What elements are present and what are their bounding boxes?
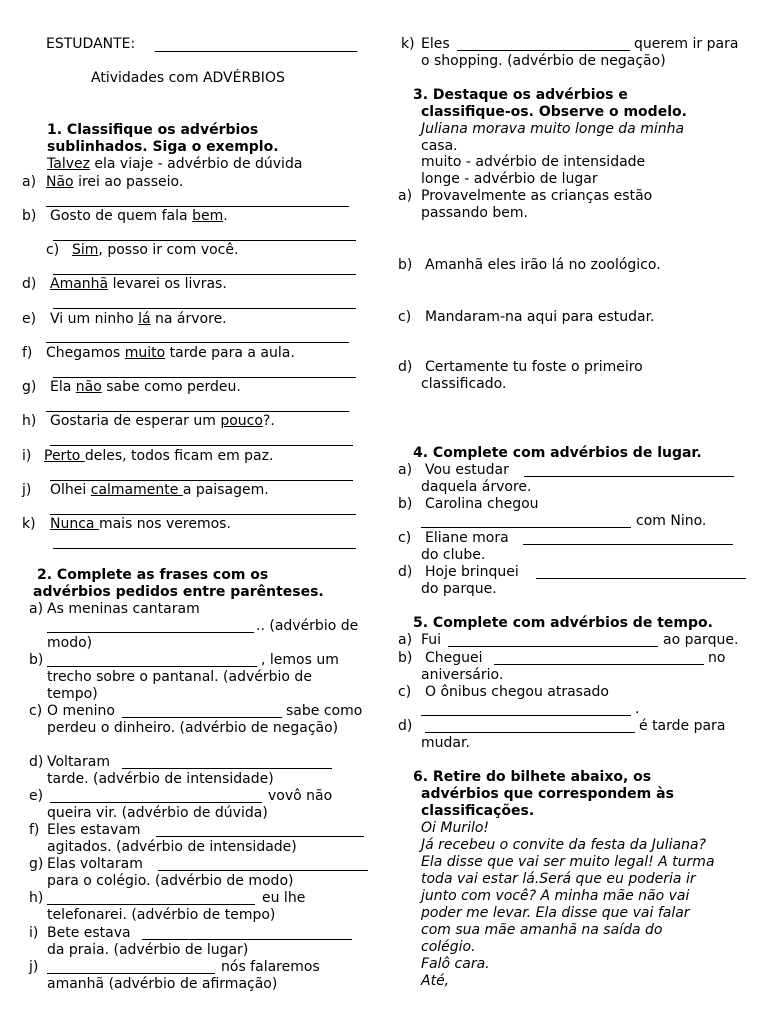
q1-title-line2: sublinhados. Siga o exemplo. (47, 139, 279, 155)
bilhete-line: Oi Murilo! (421, 820, 490, 836)
q3-c-text: Mandaram-na aqui para estudar. (425, 309, 655, 325)
q2-h-label: h) (29, 890, 44, 906)
q1-item-j-text: Olhei calmamente a paisagem. (50, 482, 269, 498)
q5-c-label: c) (398, 684, 412, 700)
q2-c-label: c) (29, 703, 43, 719)
answer-line[interactable] (53, 308, 356, 309)
answer-line[interactable] (47, 973, 215, 974)
q5-b-line2: aniversário. (421, 667, 504, 683)
q2-j-label: j) (29, 959, 39, 975)
q2-title-line2: advérbios pedidos entre parênteses. (33, 584, 324, 600)
q3-d-text: Certamente tu foste o primeiro (425, 359, 643, 375)
bilhete-line: Até, (421, 973, 450, 989)
q5-c-tail: . (635, 701, 640, 717)
q2-j-line2: amanhã (advérbio de afirmação) (47, 976, 278, 992)
q2-d-label: d) (29, 754, 44, 770)
answer-line[interactable] (425, 732, 635, 733)
list-item: d) (22, 276, 37, 292)
q2-a-line2: modo) (47, 635, 93, 651)
q3-title-line2: classifique-os. Observe o modelo. (421, 104, 687, 120)
q4-title: 4. Complete com advérbios de lugar. (413, 445, 702, 461)
q2-title-line1: 2. Complete as frases com os (37, 567, 269, 583)
q2-h-tail: eu lhe (262, 890, 306, 906)
q1-example-text: ela viaje - advérbio de dúvida (89, 156, 303, 172)
q5-c-text: O ônibus chegou atrasado (425, 684, 609, 700)
q4-b-tail: com Nino. (636, 513, 707, 529)
q3-title-line1: 3. Destaque os advérbios e (413, 87, 628, 103)
answer-line[interactable] (156, 836, 364, 837)
q1-item-d-text: Amanhã levarei os livras. (50, 276, 227, 292)
q3-a-line2: passando bem. (421, 205, 528, 221)
q2-e-line2: queira vir. (advérbio de dúvida) (47, 805, 268, 821)
list-item: h) (22, 413, 37, 429)
q6-title-line3: classificações. (421, 803, 535, 819)
q1-title-line1: 1. Classifique os advérbios (47, 122, 259, 138)
q2-a-label: a) (29, 601, 44, 617)
q3-d-line2: classificado. (421, 376, 507, 392)
q2-f-text: Eles estavam (47, 822, 141, 838)
q2-b-label: b) (29, 652, 44, 668)
q4-d-text: Hoje brinquei (425, 564, 519, 580)
answer-line[interactable] (46, 342, 349, 343)
q4-a-label: a) (398, 462, 413, 478)
q1-item-b-text: Gosto de quem fala bem. (50, 208, 228, 224)
list-item: g) (22, 379, 37, 395)
q3-model-line4: longe - advérbio de lugar (421, 171, 598, 187)
q4-b-label: b) (398, 496, 413, 512)
q3-a-text: Provavelmente as crianças estão (421, 188, 653, 204)
q2-e-tail: vovô não (268, 788, 333, 804)
answer-line[interactable] (50, 480, 353, 481)
q2-g-line2: para o colégio. (advérbio de modo) (47, 873, 294, 889)
answer-line[interactable] (457, 50, 630, 51)
list-item: j) (22, 482, 32, 498)
q2-c-tail: sabe como (286, 703, 363, 719)
q1-example-word: Talvez (47, 156, 90, 172)
q2-f-label: f) (29, 822, 40, 838)
q4-b-text: Carolina chegou (425, 496, 539, 512)
answer-line[interactable] (142, 939, 352, 940)
list-item: a) (22, 174, 37, 190)
q2-g-label: g) (29, 856, 44, 872)
q1-item-h-text: Gostaria de esperar um pouco?. (50, 413, 275, 429)
list-item: c) (46, 242, 60, 258)
q5-a-label: a) (398, 632, 413, 648)
q2-a-text: As meninas cantaram (47, 601, 200, 617)
q4-d-label: d) (398, 564, 413, 580)
answer-line[interactable] (524, 476, 734, 477)
answer-line[interactable] (50, 445, 353, 446)
q2-h-line2: telefonarei. (advérbio de tempo) (47, 907, 276, 923)
q4-c-line2: do clube. (421, 547, 486, 563)
answer-line[interactable] (47, 666, 257, 667)
q5-b-tail: no (708, 650, 726, 666)
q4-d-line2: do parque. (421, 581, 497, 597)
q5-d-label: d) (398, 718, 413, 734)
list-item: e) (22, 311, 37, 327)
q2-k-line2: o shopping. (advérbio de negação) (421, 53, 666, 69)
q1-item-e-text: Vi um ninho lá na árvore. (50, 311, 227, 327)
q5-a-tail: ao parque. (663, 632, 739, 648)
page-title: Atividades com ADVÉRBIOS (91, 70, 285, 86)
q3-model-line3: muito - advérbio de intensidade (421, 154, 646, 170)
q1-item-g-text: Ela não sabe como perdeu. (50, 379, 241, 395)
q2-b-line2: trecho sobre o pantanal. (advérbio de (47, 669, 312, 685)
q1-item-c-text: Sim, posso ir com você. (72, 242, 239, 258)
answer-line[interactable] (158, 870, 368, 871)
q2-k-tail: querem ir para (634, 36, 739, 52)
answer-line[interactable] (53, 240, 356, 241)
answer-line[interactable] (536, 578, 746, 579)
bilhete-line: poder me levar. Ela disse que vai falar (421, 905, 690, 921)
q5-b-text: Cheguei (425, 650, 483, 666)
answer-line[interactable] (47, 632, 254, 633)
q3-model-line1: Juliana morava muito longe da minha (421, 121, 685, 137)
answer-line[interactable] (53, 274, 356, 275)
answer-line[interactable] (122, 768, 332, 769)
bilhete-line: Já recebeu o convite da festa da Juliana? (421, 837, 706, 853)
q2-i-line2: da praia. (advérbio de lugar) (47, 942, 249, 958)
answer-line[interactable] (122, 717, 282, 718)
answer-line[interactable] (53, 548, 356, 549)
q1-item-i-text: Perto deles, todos ficam em paz. (44, 448, 274, 464)
q5-d-line2: mudar. (421, 735, 470, 751)
q2-c-text: O menino (47, 703, 115, 719)
q2-f-line2: agitados. (advérbio de intensidade) (47, 839, 297, 855)
bilhete-line: com sua mãe amanhã na saída do (421, 922, 663, 938)
answer-line[interactable] (46, 206, 349, 207)
q3-d-label: d) (398, 359, 413, 375)
answer-line[interactable] (47, 904, 255, 905)
q2-b-line3: tempo) (47, 686, 98, 702)
q2-a-tail: .. (advérbio de (256, 618, 359, 634)
bilhete-line: Falô cara. (421, 956, 490, 972)
q3-c-label: c) (398, 309, 412, 325)
q6-title-line2: advérbios que correspondem às (421, 786, 674, 802)
answer-line[interactable] (494, 664, 704, 665)
estudante-field[interactable] (155, 51, 357, 52)
q2-k-label: k) (401, 36, 415, 52)
q4-a-line2: daquela árvore. (421, 479, 532, 495)
q5-title: 5. Complete com advérbios de tempo. (413, 615, 713, 631)
answer-line[interactable] (421, 715, 631, 716)
q2-i-label: i) (29, 925, 39, 941)
q1-item-f-text: Chegamos muito tarde para a aula. (46, 345, 295, 361)
list-item: k) (22, 516, 36, 532)
answer-line[interactable] (46, 411, 349, 412)
list-item: f) (22, 345, 33, 361)
q3-b-label: b) (398, 257, 413, 273)
q1-item-k-text: Nunca mais nos veremos. (50, 516, 231, 532)
bilhete-line: junto com você? A minha mãe não vai (421, 888, 690, 904)
bilhete-line: colégio. (421, 939, 476, 955)
q2-k-text: Eles (421, 36, 450, 52)
q4-a-text: Vou estudar (425, 462, 509, 478)
q2-g-text: Elas voltaram (47, 856, 143, 872)
q4-c-text: Eliane mora (425, 530, 509, 546)
answer-line[interactable] (448, 646, 658, 647)
answer-line[interactable] (53, 377, 356, 378)
q5-a-text: Fui (421, 632, 442, 648)
q3-a-label: a) (398, 188, 413, 204)
q2-d-text: Voltaram (47, 754, 110, 770)
list-item: b) (22, 208, 37, 224)
q1-example (47, 156, 302, 173)
q2-i-text: Bete estava (47, 925, 131, 941)
answer-line[interactable] (50, 514, 356, 515)
q5-d-tail: é tarde para (639, 718, 726, 734)
q2-b-tail: , lemos um (261, 652, 339, 668)
q2-d-line2: tarde. (advérbio de intensidade) (47, 771, 274, 787)
q3-model-line2: casa. (421, 138, 458, 154)
q4-c-label: c) (398, 530, 412, 546)
answer-line[interactable] (50, 802, 262, 803)
q5-b-label: b) (398, 650, 413, 666)
q3-b-text: Amanhã eles irão lá no zoológico. (425, 257, 661, 273)
bilhete-line: Ela disse que vai ser muito legal! A turma (421, 854, 715, 870)
q2-j-tail: nós falaremos (221, 959, 320, 975)
q2-e-label: e) (29, 788, 44, 804)
answer-line[interactable] (523, 544, 733, 545)
estudante-label: ESTUDANTE: (46, 36, 136, 52)
list-item: i) (22, 448, 32, 464)
q2-c-line2: perdeu o dinheiro. (advérbio de negação) (47, 720, 339, 736)
q6-title-line1: 6. Retire do bilhete abaixo, os (413, 769, 652, 785)
q1-item-a-text: Não irei ao passeio. (46, 174, 184, 190)
answer-line[interactable] (421, 527, 631, 528)
bilhete-line: toda vai estar lá.Será que eu poderia ir (421, 871, 696, 887)
